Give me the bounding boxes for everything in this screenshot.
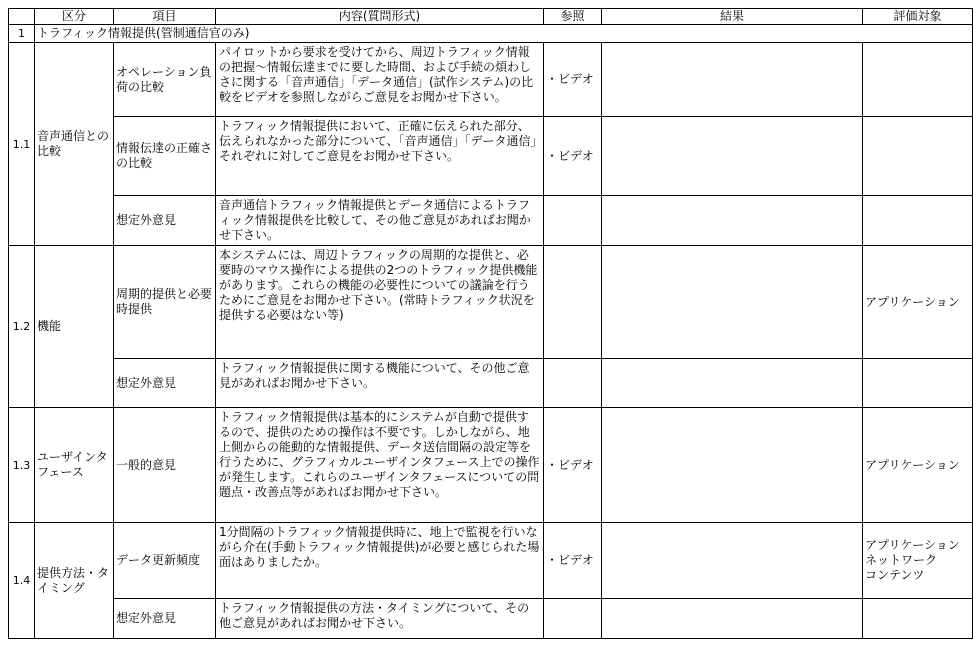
groups-body bbox=[9, 43, 973, 639]
result-cell bbox=[602, 246, 863, 359]
section-row bbox=[9, 25, 973, 43]
section-number: 1 bbox=[9, 25, 35, 43]
reference-cell: ・ビデオ bbox=[544, 117, 602, 196]
group-number: 1.2 bbox=[9, 246, 35, 408]
content-cell: 本システムには、周辺トラフィックの周期的な提供と、必要時のマウス操作による提供の2つのトラフィック提供機能があります。これらの機能の必要性についての議論を行うためにご意見をお聞かせ下さい。(常時トラフィック状況を提供する必要はない等) bbox=[216, 246, 544, 359]
reference-cell bbox=[544, 359, 602, 408]
section-title: トラフィック情報提供(管制通信官のみ) bbox=[35, 25, 973, 43]
reference-cell: ・ビデオ bbox=[544, 408, 602, 523]
reference-cell bbox=[544, 599, 602, 639]
group-category: ユーザインタフェース bbox=[35, 408, 114, 523]
content-cell: パイロットから要求を受けてから、周辺トラフィック情報の把握～情報伝達までに要した時間、および手続の煩わしさに関する「音声通信」「データ通信」(試作システム)の比較をビデオを参照しながらご意見をお聞かせ下さい。 bbox=[216, 43, 544, 117]
content-cell: 音声通信トラフィック情報提供とデータ通信によるトラフィック情報提供を比較して、その他ご意見があればお聞かせ下さい。 bbox=[216, 196, 544, 246]
item-cell: 想定外意見 bbox=[114, 359, 216, 408]
result-cell bbox=[602, 43, 863, 117]
reference-cell bbox=[544, 196, 602, 246]
header-result: 結果 bbox=[602, 9, 863, 25]
group-category: 音声通信との比較 bbox=[35, 43, 114, 246]
header-item: 項目 bbox=[114, 9, 216, 25]
evaluation-cell bbox=[863, 359, 973, 408]
evaluation-cell bbox=[863, 43, 973, 117]
reference-cell: ・ビデオ bbox=[544, 523, 602, 599]
header-reference: 参照 bbox=[544, 9, 602, 25]
header-category: 区分 bbox=[35, 9, 114, 25]
result-cell bbox=[602, 599, 863, 639]
item-cell: 情報伝達の正確さの比較 bbox=[114, 117, 216, 196]
evaluation-cell bbox=[863, 599, 973, 639]
evaluation-cell bbox=[863, 196, 973, 246]
table-row bbox=[9, 246, 973, 359]
table-row bbox=[9, 359, 973, 408]
item-cell: オペレーション負荷の比較 bbox=[114, 43, 216, 117]
table-row bbox=[9, 117, 973, 196]
group-number: 1.3 bbox=[9, 408, 35, 523]
table-row bbox=[9, 599, 973, 639]
evaluation-cell: アプリケーション bbox=[863, 246, 973, 359]
group-category: 機能 bbox=[35, 246, 114, 408]
result-cell bbox=[602, 523, 863, 599]
evaluation-cell: アプリケーション bbox=[863, 408, 973, 523]
reference-cell: ・ビデオ bbox=[544, 43, 602, 117]
group-number: 1.1 bbox=[9, 43, 35, 246]
content-cell: 1分間隔のトラフィック情報提供時に、地上で監視を行いながら介在(手動トラフィック情報提供)が必要と感じられた場面はありましたか。 bbox=[216, 523, 544, 599]
header-content: 内容(質問形式) bbox=[216, 9, 544, 25]
content-cell: トラフィック情報提供において、正確に伝えられた部分、伝えられなかった部分について、「音声通信」「データ通信」それぞれに対してご意見をお聞かせ下さい。 bbox=[216, 117, 544, 196]
content-cell: トラフィック情報提供の方法・タイミングについて、その他ご意見があればお聞かせ下さい。 bbox=[216, 599, 544, 639]
item-cell: データ更新頻度 bbox=[114, 523, 216, 599]
item-cell: 周期的提供と必要時提供 bbox=[114, 246, 216, 359]
evaluation-cell: アプリケーション ネットワーク コンテンツ bbox=[863, 523, 973, 599]
questionnaire-table bbox=[8, 8, 973, 639]
evaluation-cell bbox=[863, 117, 973, 196]
group-number: 1.4 bbox=[9, 523, 35, 639]
result-cell bbox=[602, 117, 863, 196]
item-cell: 想定外意見 bbox=[114, 196, 216, 246]
header-row bbox=[9, 9, 973, 25]
table-row bbox=[9, 523, 973, 599]
reference-cell bbox=[544, 246, 602, 359]
item-cell: 想定外意見 bbox=[114, 599, 216, 639]
result-cell bbox=[602, 408, 863, 523]
table-row bbox=[9, 408, 973, 523]
group-category: 提供方法・タイミング bbox=[35, 523, 114, 639]
content-cell: トラフィック情報提供は基本的にシステムが自動で提供するので、提供のための操作は不要です。しかしながら、地上側からの能動的な情報提供、データ送信間隔の設定等を行うために、グラフィカルユーザインタフェース上での操作が発生します。これらのユーザインタフェースについての問題点・改善点等があればお聞かせ下さい。 bbox=[216, 408, 544, 523]
header-evaluation: 評価対象 bbox=[863, 9, 973, 25]
content-cell: トラフィック情報提供に関する機能について、その他ご意見があればお聞かせ下さい。 bbox=[216, 359, 544, 408]
header-blank bbox=[9, 9, 35, 25]
table-row bbox=[9, 43, 973, 117]
table-row bbox=[9, 196, 973, 246]
result-cell bbox=[602, 359, 863, 408]
result-cell bbox=[602, 196, 863, 246]
item-cell: 一般的意見 bbox=[114, 408, 216, 523]
